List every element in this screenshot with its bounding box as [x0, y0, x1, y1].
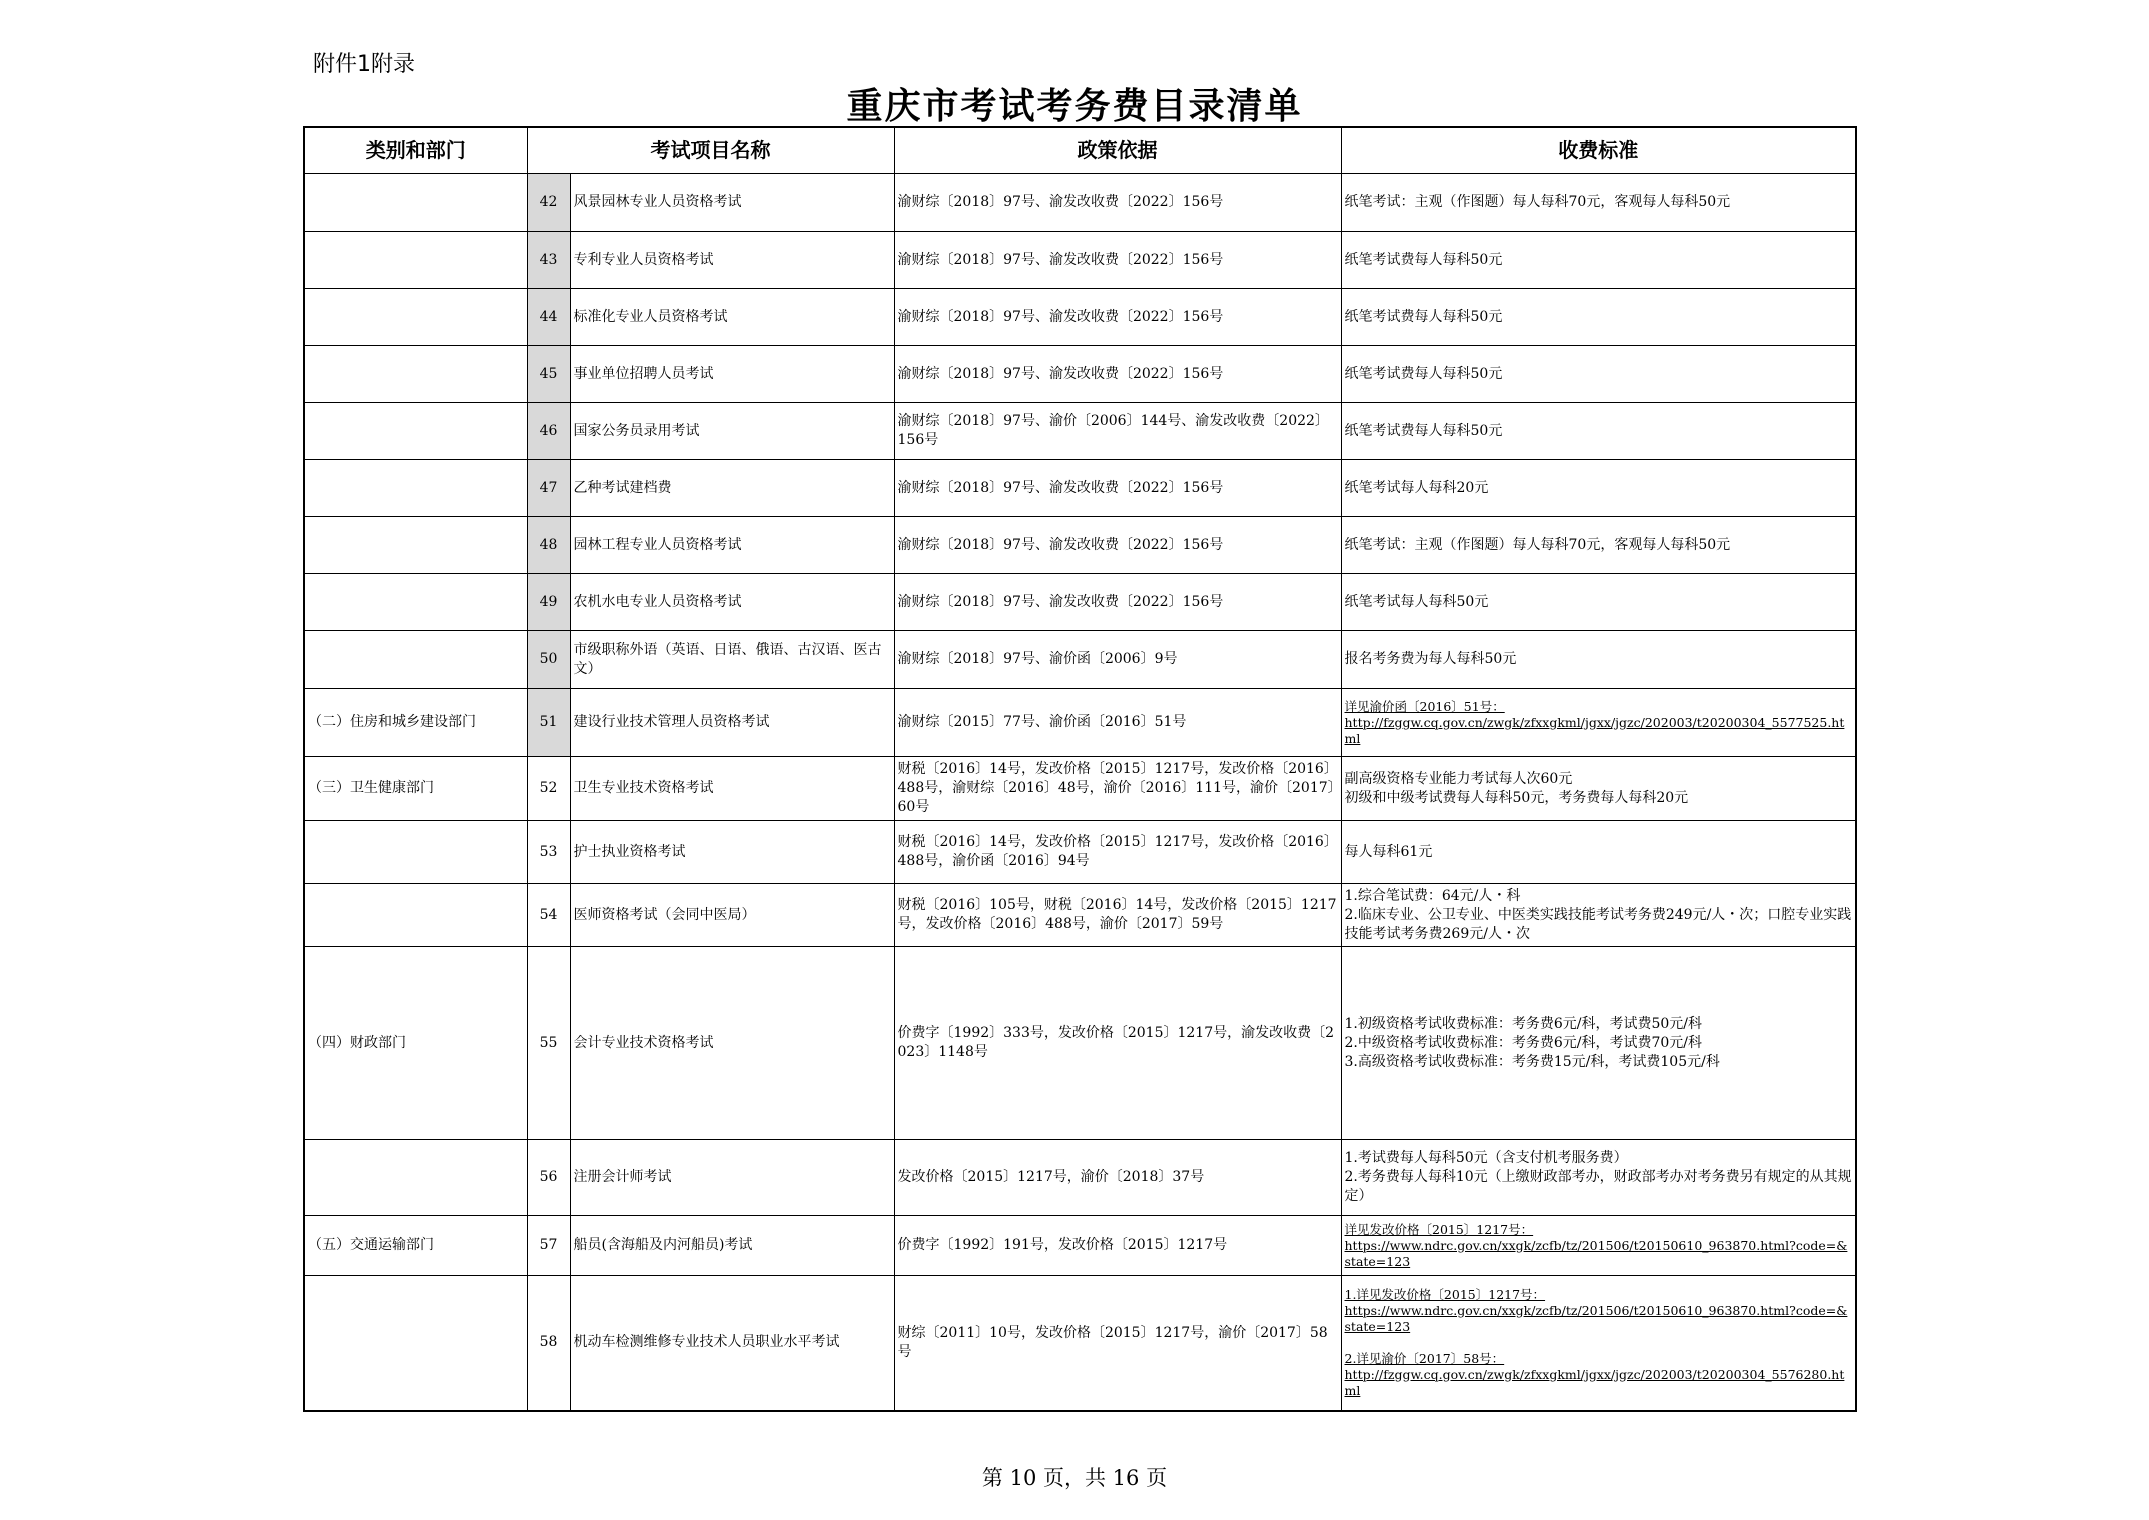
fee-line: 1.考试费每人每科50元（含支付机考服务费）: [1344, 1150, 1628, 1166]
item-number-cell: 45: [527, 346, 570, 403]
policy-cell: 发改价格〔2015〕1217号，渝价〔2018〕37号: [894, 1140, 1341, 1216]
fee-cell: [1341, 232, 1856, 289]
category-cell: （三）卫生健康部门: [304, 757, 527, 821]
table-body: [304, 174, 1856, 1411]
fee-line: 副高级资格专业能力考试每人次60元: [1344, 770, 1573, 787]
category-cell: [304, 460, 527, 517]
table-row: [304, 460, 1856, 517]
table-row: [304, 403, 1856, 460]
policy-cell: 渝财综〔2018〕97号、渝发改收费〔2022〕156号: [894, 574, 1341, 631]
item-number-cell: 56: [527, 1140, 570, 1216]
policy-cell: 渝财综〔2018〕97号、渝发改收费〔2022〕156号: [894, 517, 1341, 574]
policy-cell: 渝财综〔2018〕97号、渝发改收费〔2022〕156号: [894, 346, 1341, 403]
policy-cell: 渝财综〔2018〕97号、渝发改收费〔2022〕156号: [894, 232, 1341, 289]
table-row: [304, 574, 1856, 631]
fee-cell: [1341, 1276, 1856, 1411]
category-cell: [304, 174, 527, 232]
table-row: [304, 947, 1856, 1140]
fee-line: 初级和中级考试费每人每科50元，考务费每人每科20元: [1344, 789, 1689, 806]
fee-line: 2.中级资格考试收费标准：考务费6元/科，考试费70元/科: [1344, 1034, 1703, 1051]
table-row: [304, 174, 1856, 232]
policy-url-link[interactable]: https://www.ndrc.gov.cn/xxgk/zcfb/tz/201506/t20150610_963870.html?code=&state=123: [1344, 1237, 1848, 1269]
fee-line: 2.临床专业、公卫专业、中医类实践技能考试考务费249元/人・次；口腔专业实践技能考试考务费269元/人・次: [1344, 906, 1852, 942]
category-cell: [304, 821, 527, 884]
category-cell: [304, 403, 527, 460]
table-row: [304, 1216, 1856, 1276]
item-number-cell: 42: [527, 174, 570, 232]
category-cell: [304, 631, 527, 689]
policy-cell: 渝财综〔2018〕97号、渝发改收费〔2022〕156号: [894, 174, 1341, 232]
fee-line: 1.初级资格考试收费标准：考务费6元/科，考试费50元/科: [1344, 1015, 1703, 1032]
item-name-cell: 市级职称外语（英语、日语、俄语、古汉语、医古文）: [570, 631, 894, 689]
category-cell: [304, 1276, 527, 1411]
item-name-cell: 建设行业技术管理人员资格考试: [570, 689, 894, 757]
fee-cell: [1341, 517, 1856, 574]
item-name-cell: 注册会计师考试: [570, 1140, 894, 1216]
item-number-cell: 43: [527, 232, 570, 289]
fee-cell: [1341, 403, 1856, 460]
item-number-cell: 58: [527, 1276, 570, 1411]
table-row: [304, 1140, 1856, 1216]
item-name-cell: 农机水电专业人员资格考试: [570, 574, 894, 631]
table-row: [304, 289, 1856, 346]
item-number-cell: 50: [527, 631, 570, 689]
item-name-cell: 专利专业人员资格考试: [570, 232, 894, 289]
annex-label: 附件1附录: [313, 52, 415, 77]
fee-cell: [1341, 460, 1856, 517]
fee-cell: [1341, 574, 1856, 631]
table-row: [304, 757, 1856, 821]
fee-cell: [1341, 1216, 1856, 1276]
item-name-cell: 护士执业资格考试: [570, 821, 894, 884]
fee-cell: [1341, 884, 1856, 947]
table-row: [304, 821, 1856, 884]
item-number-cell: 52: [527, 757, 570, 821]
fee-line: 纸笔考试每人每科50元: [1344, 593, 1489, 610]
fee-line: 2.考务费每人每科10元（上缴财政部考办，财政部考办对考务费另有规定的从其规定）: [1344, 1169, 1852, 1204]
fee-reference-link[interactable]: 2.详见渝价〔2017〕58号：: [1344, 1350, 1505, 1366]
policy-cell: 财综〔2011〕10号，发改价格〔2015〕1217号，渝价〔2017〕58号: [894, 1276, 1341, 1411]
fee-cell: [1341, 689, 1856, 757]
item-name-cell: 会计专业技术资格考试: [570, 947, 894, 1140]
item-name-cell: 事业单位招聘人员考试: [570, 346, 894, 403]
fee-cell: [1341, 346, 1856, 403]
category-cell: （四）财政部门: [304, 947, 527, 1140]
policy-cell: 价费字〔1992〕333号，发改价格〔2015〕1217号，渝发改收费〔2023〕1148号: [894, 947, 1341, 1140]
fee-table: [303, 126, 1857, 1412]
fee-cell: [1341, 1140, 1856, 1216]
table-row: [304, 517, 1856, 574]
category-cell: [304, 884, 527, 947]
fee-cell: [1341, 947, 1856, 1140]
item-number-cell: 57: [527, 1216, 570, 1276]
item-number-cell: 51: [527, 689, 570, 757]
fee-line: 纸笔考试费每人每科50元: [1344, 422, 1503, 439]
item-number-cell: 46: [527, 403, 570, 460]
fee-line: 报名考务费为每人每科50元: [1344, 651, 1517, 667]
category-cell: [304, 232, 527, 289]
policy-cell: 渝财综〔2018〕97号、渝价函〔2006〕9号: [894, 631, 1341, 689]
item-number-cell: 53: [527, 821, 570, 884]
item-number-cell: 48: [527, 517, 570, 574]
item-name-cell: 医师资格考试（会同中医局）: [570, 884, 894, 947]
item-number-cell: 44: [527, 289, 570, 346]
category-cell: [304, 346, 527, 403]
item-number-cell: 54: [527, 884, 570, 947]
fee-line: 纸笔考试费每人每科50元: [1344, 251, 1503, 268]
header-item: 考试项目名称: [527, 127, 894, 174]
fee-line: 3.高级资格考试收费标准：考务费15元/科，考试费105元/科: [1344, 1053, 1720, 1070]
policy-cell: 渝财综〔2018〕97号、渝价〔2006〕144号、渝发改收费〔2022〕156号: [894, 403, 1341, 460]
fee-line: 纸笔考试：主观（作图题）每人每科70元，客观每人每科50元: [1344, 194, 1731, 210]
fee-line: 纸笔考试每人每科20元: [1344, 479, 1489, 496]
fee-reference-link[interactable]: 详见渝价函〔2016〕51号：: [1344, 698, 1505, 714]
table-header-row: [304, 127, 1856, 174]
item-name-cell: 乙种考试建档费: [570, 460, 894, 517]
table-row: [304, 631, 1856, 689]
policy-url-link[interactable]: http://fzggw.cq.gov.cn/zwgk/zfxxgkml/jgxx/jgzc/202003/t20200304_5577525.html: [1344, 714, 1845, 746]
table-row: [304, 1276, 1856, 1411]
policy-cell: 渝财综〔2018〕97号、渝发改收费〔2022〕156号: [894, 289, 1341, 346]
item-name-cell: 风景园林专业人员资格考试: [570, 174, 894, 232]
item-name-cell: 机动车检测维修专业技术人员职业水平考试: [570, 1276, 894, 1411]
fee-cell: [1341, 757, 1856, 821]
policy-cell: 价费字〔1992〕191号，发改价格〔2015〕1217号: [894, 1216, 1341, 1276]
fee-reference-link: [1345, 1335, 1853, 1351]
header-category: 类别和部门: [304, 127, 527, 174]
fee-cell: [1341, 289, 1856, 346]
policy-cell: 财税〔2016〕14号，发改价格〔2015〕1217号，发改价格〔2016〕488号，渝财综〔2016〕48号，渝价〔2016〕111号，渝价〔2017〕60号: [894, 757, 1341, 821]
policy-url-link[interactable]: https://www.ndrc.gov.cn/xxgk/zcfb/tz/201506/t20150610_963870.html?code=&state=123: [1344, 1302, 1848, 1334]
category-cell: [304, 517, 527, 574]
category-cell: （五）交通运输部门: [304, 1216, 527, 1276]
policy-cell: 财税〔2016〕105号，财税〔2016〕14号，发改价格〔2015〕1217号，发改价格〔2016〕488号，渝价〔2017〕59号: [894, 884, 1341, 947]
page-footer: 第 10 页，共 16 页: [981, 1466, 1168, 1490]
item-name-cell: 国家公务员录用考试: [570, 403, 894, 460]
table-row: [304, 884, 1856, 947]
fee-line: 纸笔考试：主观（作图题）每人每科70元，客观每人每科50元: [1344, 536, 1731, 553]
item-number-cell: 55: [527, 947, 570, 1140]
policy-url-link[interactable]: http://fzggw.cq.gov.cn/zwgk/zfxxgkml/jgxx/jgzc/202003/t20200304_5576280.html: [1344, 1366, 1845, 1398]
policy-cell: 渝财综〔2015〕77号、渝价函〔2016〕51号: [894, 689, 1341, 757]
category-cell: [304, 574, 527, 631]
fee-reference-link[interactable]: 详见发改价格〔2015〕1217号：: [1344, 1221, 1534, 1237]
item-name-cell: 园林工程专业人员资格考试: [570, 517, 894, 574]
item-number-cell: 49: [527, 574, 570, 631]
item-name-cell: 标准化专业人员资格考试: [570, 289, 894, 346]
fee-cell: [1341, 821, 1856, 884]
policy-cell: 渝财综〔2018〕97号、渝发改收费〔2022〕156号: [894, 460, 1341, 517]
table-row: [304, 346, 1856, 403]
fee-cell: [1341, 174, 1856, 232]
table-row: [304, 689, 1856, 757]
fee-line: 每人每科61元: [1344, 843, 1433, 860]
fee-line: 纸笔考试费每人每科50元: [1344, 308, 1503, 325]
header-fee: 收费标准: [1341, 127, 1856, 174]
item-name-cell: 卫生专业技术资格考试: [570, 757, 894, 821]
fee-reference-link[interactable]: 1.详见发改价格〔2015〕1217号：: [1344, 1286, 1546, 1302]
item-name-cell: 船员(含海船及内河船员)考试: [570, 1216, 894, 1276]
policy-cell: 财税〔2016〕14号，发改价格〔2015〕1217号，发改价格〔2016〕488号，渝价函〔2016〕94号: [894, 821, 1341, 884]
header-policy: 政策依据: [894, 127, 1341, 174]
category-cell: （二）住房和城乡建设部门: [304, 689, 527, 757]
category-cell: [304, 289, 527, 346]
item-number-cell: 47: [527, 460, 570, 517]
fee-line: 纸笔考试费每人每科50元: [1344, 365, 1503, 382]
fee-cell: [1341, 631, 1856, 689]
fee-line: 1.综合笔试费：64元/人・科: [1344, 887, 1521, 904]
table-row: [304, 232, 1856, 289]
category-cell: [304, 1140, 527, 1216]
document-title: 重庆市考试考务费目录清单: [846, 85, 1303, 127]
